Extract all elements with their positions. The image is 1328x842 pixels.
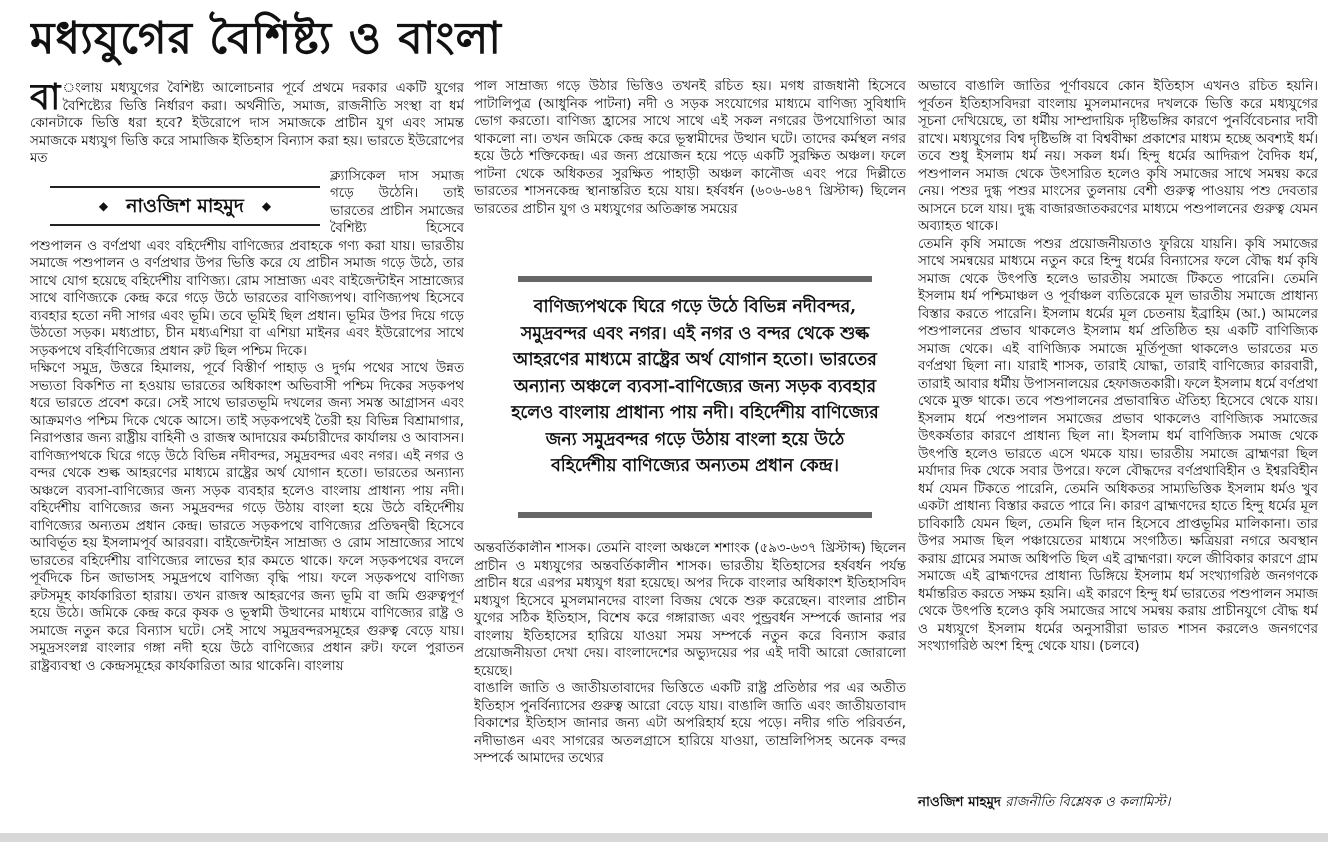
article-column-1: [30, 80, 464, 832]
intro-text: ংলায় মধ্যযুগের বৈশিষ্ট্য আলোচনার পূর্বে প্রথমে দরকার একটি যুগের বৈশিষ্ট্যের ভিত্তি নির্ধারণ করা। অর্থনীতি, সমাজ, রাজনীতি সংস্থা বা ধর্ম কোনটাকে ভিত্তি ধরা হবে? ইউরোপে দাস সমাজকে প্রাচীন যুগ এবং সামন্ত সমাজকে মধ্যযুগ ভিত্তি করে সামাজিক ইতিহাস বিন্যাস করা হয়। ভারতে ইউরোপের মত: [30, 81, 464, 166]
pull-quote-text: বাণিজ্যপথকে ঘিরে গড়ে উঠে বিভিন্ন নদীবন্দর, সমুদ্রবন্দর এবং নগর। এই নগর ও বন্দর থেকে শুল্ক আহরণের মাধ্যমে রাষ্ট্রের অর্থ যোগান হতো। ভারতের অন্যান্য অঞ্চলে ব্যবসা-বাণিজ্যের জন্য সড়ক ব্যবহার হলেও বাংলায় প্রাধান্য পায় নদী। বহির্দেশীয় বাণিজ্যের জন্য সমুদ্রবন্দর গড়ে উঠায় বাংলা হয়ে উঠে বহির্দেশীয় বাণিজ্যের অন্যতম প্রধান কেন্দ্র।: [511, 297, 879, 476]
diamond-bullet-icon: ◆: [98, 199, 109, 213]
intro-paragraph: [30, 80, 464, 168]
pull-quote: [510, 268, 880, 528]
footer-band: [0, 833, 1328, 842]
byline-rule-bottom: [50, 224, 320, 226]
article-headline: মধ্যযুগের বৈশিষ্ট্য ও বাংলা: [30, 13, 503, 64]
column-1-paragraph: দক্ষিণে সমুদ্র, উত্তরে হিমালয়, পূর্বে বিস্তীর্ণ পাহাড় ও দুর্গম পথের সাথে উন্নত সভ্যতা বিকশিত না হওয়ায় ভারতের অধিকাংশ অভিবাসী পশ্চিম দিকের সড়কপথ ধরে ভারতে প্রবেশ করে। সেই সাথে ভারতভূমি দখলের জন্য সমস্ত আগ্রাসন এবং আক্রমণও পশ্চিম দিকে থেকে আসে। তাই সড়কপথেই তৈরী হয় বিভিন্ন বিশ্রামাগার, নিরাপত্তার জন্য রাষ্ট্রীয় বাহিনী ও রাজস্ব আদায়ের কর্মচারীদের কার্যালয় ও আবাসন। বাণিজ্যপথকে ঘিরে গড়ে উঠে বিভিন্ন নদীবন্দর, সমুদ্রবন্দর এবং নগর। এই নগর ও বন্দর থেকে শুল্ক আহরণের মাধ্যমে রাষ্ট্রের অর্থ যোগান হতো। ভারতের অন্যান্য অঞ্চলে ব্যবসা-বাণিজ্যের জন্য সড়ক ব্যবহার হলেও বাংলায় প্রাধান্য পায় নদী। বহির্দেশীয় বাণিজ্যের জন্য সমুদ্রবন্দর গড়ে উঠায় বাংলা হয়ে উঠে বহির্দেশীয় বাণিজ্যের অন্যতম প্রধান কেন্দ্র। ভারতে সড়কপথে বাণিজ্যের প্রতিদ্বন্দ্বী হিসেবে আবির্ভূত হয় ইসলামপূর্ব আরবরা। বাইজেন্টাইন সাম্রাজ্য ও রোম সাম্রাজ্যের সাথে ভারতের বহির্দেশীয় বাণিজ্যের লাভের হার কমতে থাকে। ফলে সড়কপথের বদলে পূর্বদিকে চিন জাভাসহ সমুদ্রপথে বাণিজ্য বৃদ্ধি পায়। ফলে সড়কপথে বাণিজ্য রুটসমূহ কার্যকারিতা হারায়। তখন রাজস্ব আহরণের জন্য ভূমি বা জমি গুরুত্বপূর্ণ হয়ে উঠে। জমিকে কেন্দ্র করে কৃষক ও ভূস্বামী উত্থানের মাধ্যমে বাণিজ্যের রাষ্ট্র ও সমাজে নতুন করে বিন্যাস ঘটে। সেই সাথে সমুদ্রবন্দরসমূহের গুরুত্ব বেড়ে যায়। সমুদ্রসংলগ্ন বাংলার গঙ্গা নদী হয়ে উঠে বাণিজ্যের প্রধান রুট। ফলে পুরাতন রাষ্ট্রব্যবস্থা ও কেন্দ্রসমূহের কার্যকারিতা আর থাকেনি। বাংলায়: [30, 361, 464, 674]
article-column-2-lower: [474, 540, 906, 832]
byline-box: [30, 174, 320, 232]
article-column-2: [474, 78, 906, 260]
byline: [50, 191, 320, 221]
column-3-paragraph: তেমনি কৃষি সমাজে পশুর প্রয়োজনীয়তাও ফুরিয়ে যায়নি। কৃষি সমাজের সাথে সমন্বয়ের মাধ্যমে নতুন করে হিন্দু ধর্মের বিন্যাসের ফলে বৌদ্ধ ধর্ম কৃষি সমাজ থেকে উৎপত্তি হলেও ভারতীয় সমাজে টিকতে পারেনি। তেমনি ইসলাম ধর্ম পশ্চিমাঞ্চল ও পূর্বাঞ্চল ব্যতিরেকে মূল ভারতীয় সমাজে প্রাধান্য বিস্তার করতে পারেনি। ইসলাম ধর্মের মূল চেতনায় ইব্রাহিম (আ.) আমলের পশুপালনের প্রভাব থাকলেও ইসলাম ধর্ম প্রতিষ্ঠিত হয় একটি বাণিজ্যিক সমাজ থেকে। এই বাণিজ্যিক সমাজে মূর্তিপূজা থাকলেও ভারতের মত বর্ণপ্রথা ছিলা না। যারাই শাসক, তারাই যোদ্ধা, তারাই বাণিজ্যের কারবারী, তারাই আবার ধর্মীয় উপাসনালয়ের হেফাজতকারী। ফলে ইসলাম ধর্মে বর্ণপ্রথা থেকে মুক্ত থাকে। তবে পশুপালনের প্রভাবান্বিত ঐতিহ্য হিসেবে থেকে যায়। ইসলাম ধর্মে পশুপালন সমাজের প্রভাব থাকলেও বাণিজ্যিক সমাজের উৎকর্ষতার কারণে প্রাধান্য ছিল না। ইসলাম ধর্ম বাণিজ্যিক সমাজ থেকে উৎপত্তি হলেও ভারতে এসে থমকে যায়। ভারতীয় সমাজে ব্রাহ্মণরা ছিল মর্যাদার দিক থেকে সবার উপরে। ফলে বৌদ্ধদের বর্ণপ্রথাবিহীন ও ইশ্বরবিহীন ধর্ম যেমন টিকতে পারেনি, তেমনি অধিকতর সাম্যভিত্তিক ইসলাম ধর্মও খুব একটা প্রাধান্য বিস্তার করতে পারে নি। কারণ ব্রাহ্মণদের হাতে হিন্দু ধর্মের মূল চাবিকাঠি যেমন ছিল, তেমনি ছিল দান হিসেবে প্রাপ্তভূমির মালিকানা। তার উপর সমাজ ছিল পঞ্চায়েতের মাধ্যমে সংগঠিত। ক্ষত্রিয়রা নগরে অবস্থান করায় গ্রামের সমাজ অধিপতি ছিল এই ব্রাহ্মণরা। ফলে জীবিকার কারণে গ্রাম সমাজে এই ব্রাহ্মণদের প্রাধান্য ডিঙ্গিয়ে ইসলাম ধর্ম সংখ্যাগরিষ্ঠ জনগণকে ধর্মান্তরিত করতে সক্ষম হয়নি। এই কারণে হিন্দু ধর্ম ভারতের পশুপালন সমাজ থেকে উৎপত্তি হলেও কৃষি সমাজের সাথে সমন্বয় করায় প্রাচীনযুগে বৌদ্ধ ধর্ম ও মধ্যযুগে ইসলাম ধর্মের অনুসারীরা ভারত শাসন করলেও জনগণের সংখ্যাগরিষ্ঠ অংশ হিন্দু থেকে যায়। (চলবে): [918, 236, 1318, 654]
drop-cap: বা: [30, 80, 61, 118]
byline-rule-top: [50, 186, 320, 188]
column-2-paragraph: অন্তবর্তিকালীন শাসক। তেমনি বাংলা অঞ্চলে শশাংক (৫৯৩-৬৩৭ খ্রিস্টাব্দ) ছিলেন প্রাচীন ও মধ্যযুগের অন্তবর্তিকালীন শাসক। ভারতীয় ইতিহাসের হর্ষবর্ধন পর্যন্ত প্রাচীন ধরে এরপর মধ্যযুগ ধরা হয়েছে। অপর দিকে বাংলার অধিকাংশ ইতিহাসবিদ মধ্যযুগ হিসেবে মুসলমানদের বাংলা বিজয় থেকে শুরু করেছেন। বাংলার প্রাচীন যুগের সঠিক ইতিহাস, বিশেষ করে গঙ্গারাজ্য এবং পুন্ড্রবর্ধন সম্পর্কে জানার পর বাংলায় ইতিহাসের হারিয়ে যাওয়া সময় সম্পর্কে নতুন করে বিন্যাস করার প্রয়োজনীয়তা দেখা দেয়। বাংলাদেশের অভ্যুদয়ের পর এই দাবী আরো জোরালো হয়েছে।: [474, 541, 906, 679]
article-column-3: [918, 78, 1318, 790]
author-credit: [918, 792, 1318, 814]
author-name: নাওজিশ মাহমুদ: [918, 795, 1001, 810]
byline-name: নাওজিশ মাহমুদ: [126, 194, 244, 217]
column-2-paragraph: বাঙালি জাতি ও জাতীয়তাবাদের ভিত্তিতে একটি রাষ্ট্র প্রতিষ্ঠার পর এর অতীত ইতিহাস পুনর্বিন্যাসের গুরুত্ব আরো বেড়ে যায়। বাঙালি জাতি এবং জাতীয়তাবাদ বিকাশের ইতিহাস জানার জন্য এটা অপরিহার্য হয়ে পড়ে। নদীর গতি পরিবর্তন, নদীভাঙন এবং সাগরের অতলগ্রাসে হারিয়ে যাওয়া, তাম্রলিপিসহ অনেক বন্দর সম্পর্কে আমাদের তথ্যের: [474, 681, 906, 766]
column-3-paragraph: অভাবে বাঙালি জাতির পূর্ণাবয়বে কোন ইতিহাস এখনও রচিত হয়নি। পূর্বতন ইতিহাসবিদরা বাংলায় মুসলমানদের দখলকে ভিত্তি করে মধ্যযুগের সূচনা দেখিয়েছে, তা ধর্মীয় সাম্প্রদায়িক দৃষ্টিভঙ্গির কারণে পুনর্বিবেচনার দাবী রাখে। মধ্যযুগের বিশ্ব দৃষ্টিভঙ্গি বা বিশ্ববীক্ষা প্রকাশের মাধ্যম হচ্ছে অবশ্যই ধর্ম। তবে শুধু ইসলাম ধর্ম নয়। সকল ধর্ম। হিন্দু ধর্মের আদিরূপ বৈদিক ধর্ম, পশুপালন সমাজ থেকে উৎসারিত হলেও কৃষি সমাজের সাথে সমন্বয় করে নেয়। পশুর দুগ্ধ পশুর মাংসের তুলনায় বেশী গুরুত্ব পাওয়ায় পশু দেবতার আসনে চলে যায়। দুগ্ধ বাজারজাতকরণের মাধ্যমে পশুপালনের গুরুত্ব যেমন অব্যাহত থাকে।: [918, 79, 1318, 234]
author-description: রাজনীতি বিশ্লেষক ও কলামিস্ট।: [1005, 795, 1171, 810]
diamond-bullet-icon: ◆: [261, 199, 272, 213]
pull-quote-rule-top: [518, 276, 872, 282]
pull-quote-rule-bottom: [518, 512, 872, 518]
column-1-paragraph: ক্ল্যাসিকেল দাস সমাজ গড়ে উঠেনি। তাই ভারতের প্রাচীন সমাজের বৈশিষ্ট্য হিসেবে পশুপালন ও বর্ণপ্রথা এবং বহির্দেশীয় বাণিজ্যের প্রবাহকে গণ্য করা যায়। ভারতীয় সমাজে পশুপালন ও বর্ণপ্রথার উপর ভিত্তি করে যে প্রাচীন সমাজ গড়ে উঠে, তার সাথে যোগ হয়েছে বহির্দেশীয় বাণিজ্য। রোম সাম্রাজ্য এবং বাইজেন্টাইন সাম্রাজ্যের সাথে বাণিজ্যকে কেন্দ্র করে গড়ে উঠে ভারতের বাণিজ্যপথ। বাণিজ্যপথ হিসেবে ব্যবহার হতো নদী সাগর এবং ভূমি। তবে ভূমিই ছিল প্রধান। ভূমির উপর দিয়ে গড়ে উঠতো সড়ক। মধ্যপ্রাচ্য, চীন মধ্যএশিয়া বা এশিয়া মাইনর এবং ইউরোপের সাথে সড়কপথে বহির্বাণিজ্যের প্রধান রুট ছিল পশ্চিম দিকে।: [30, 168, 464, 359]
column-2-paragraph: পাল সাম্রাজ্য গড়ে উঠার ভিত্তিও তখনই রচিত হয়। মগধ রাজধানী হিসেবে পাটালিপুত্র (আধুনিক পাটনা) নদী ও সড়ক সংযোগের মাধ্যমে বাণিজ্য সুবিধাদি ভোগ করতো। বাণিজ্য হ্রাসের সাথে সাথে এই সকল নগরের উপযোগিতা আর থাকলো না। তখন জমিকে কেন্দ্র করে ভূস্বামীদের উত্থান ঘটে। তাদের কর্মস্থল নগর হয়ে উঠে শক্তিকেন্দ্র। এর জন্য প্রয়োজন হয়ে পড়ে একটি সুরক্ষিত অঞ্চল। ফলে পাটনা থেকে অধিকতর সুরক্ষিত পাহাড়ী অঞ্চল কানৌজ এবং পরে দিল্লীতে ভারতের শাসনকেন্দ্র স্থানান্তরিত হয়ে যায়। হর্ষবর্ধন (৬০৬-৬৪৭ খ্রিস্টাব্দ) ছিলেন ভারতের প্রাচীন যুগ ও মধ্যযুগের অতিক্রান্ত সময়ের: [474, 79, 906, 217]
